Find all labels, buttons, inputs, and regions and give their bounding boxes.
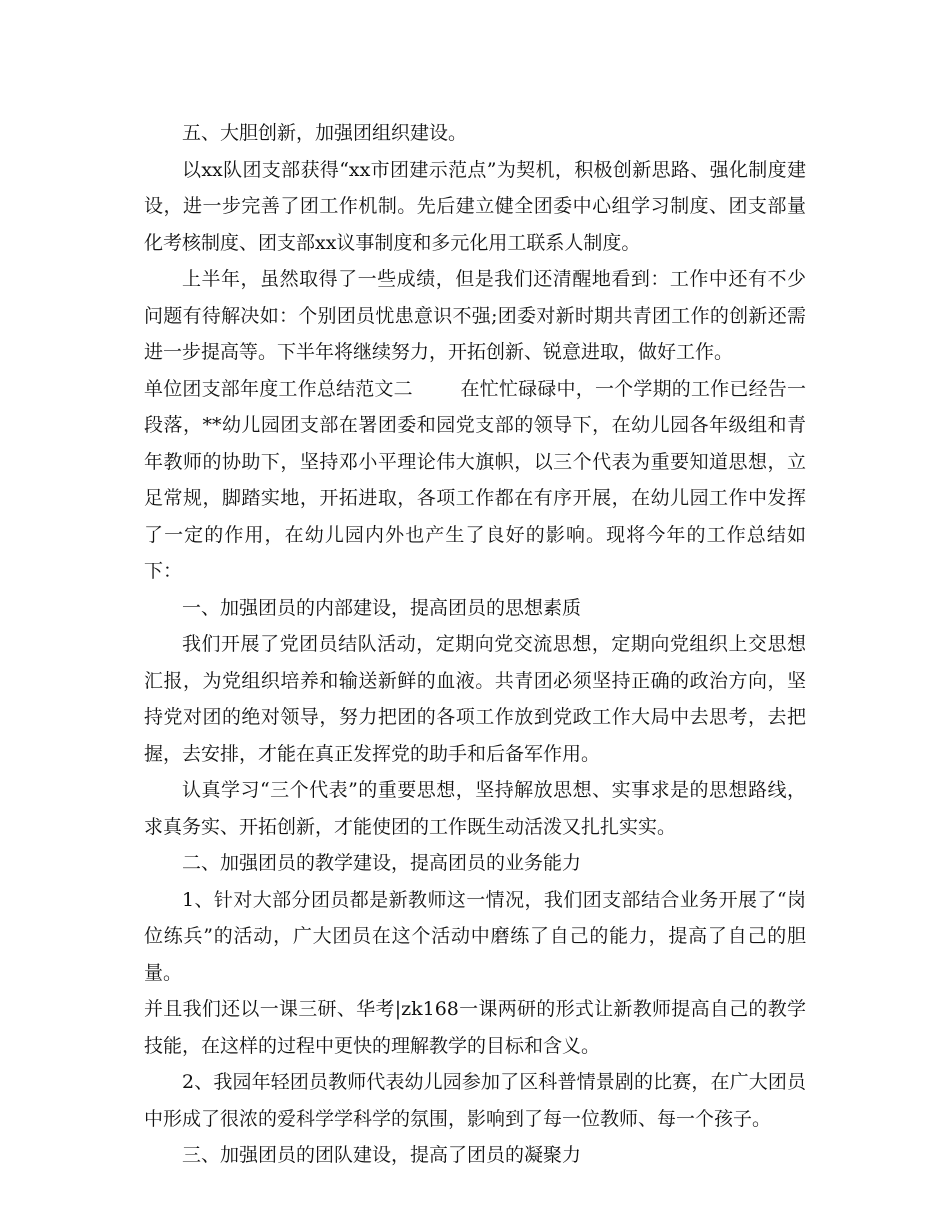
paragraph-text: 在忙忙碌碌中，一个学期的工作已经告一段落，**幼儿园团支部在署团委和园党支部的领导下，在幼儿园各年级组和青年教师的协助下，坚持邓小平理论伟大旗帜，以三个代表为重要知道思想，立足常规，脚踏实地，开拓进取，各项工作都在有序开展，在幼儿园工作中发挥了一定的作用，在幼儿园内外也产生了良好的影响。现将今年的工作总结如下： bbox=[144, 377, 806, 582]
document-body bbox=[144, 115, 806, 1174]
section-heading-5: 五、大胆创新，加强团组织建设。 bbox=[182, 122, 468, 144]
paragraph-with-title bbox=[144, 371, 806, 590]
section-heading-1: 一、加强团员的内部建设，提高团员的思想素质 bbox=[182, 596, 582, 619]
paragraph: 2、我园年轻团员教师代表幼儿园参加了区科普情景剧的比赛，在广大团员中形成了很浓的爱科学学科学的氛围，影响到了每一位教师、每一个孩子。 bbox=[144, 1071, 806, 1130]
paragraph: 上半年，虽然取得了一些成绩，但是我们还清醒地看到：工作中还有不少问题有待解决如：个别团员忧患意识不强;团委对新时期共青团工作的创新还需进一步提高等。下半年将继续努力，开拓创新、锐意进取，做好工作。 bbox=[144, 268, 806, 363]
section-heading-3: 三、加强团员的团队建设，提高了团员的凝聚力 bbox=[182, 1144, 582, 1166]
section-heading-2: 二、加强团员的教学建设，提高团员的业务能力 bbox=[182, 852, 582, 874]
paragraph: 并且我们还以一课三研、华考|zk168一课两研的形式让新教师提高自己的教学技能，在这样的过程中更快的理解教学的目标和含义。 bbox=[144, 998, 806, 1057]
paragraph: 以xx队团支部获得“xx市团建示范点”为契机，积极创新思路、强化制度建设，进一步完善了团工作机制。先后建立健全团委中心组学习制度、团支部量化考核制度、团支部xx议事制度和多元化用工联系人制度。 bbox=[144, 158, 806, 254]
document-title: 单位团支部年度工作总结范文二 bbox=[144, 377, 413, 400]
paragraph: 认真学习“三个代表”的重要思想，坚持解放思想、实事求是的思想路线，求真务实、开拓创新，才能使团的工作既生动活泼又扎扎实实。 bbox=[144, 779, 806, 838]
paragraph: 1、针对大部分团员都是新教师这一情况，我们团支部结合业务开展了“岗位练兵”的活动，广大团员在这个活动中磨练了自己的能力，提高了自己的胆量。 bbox=[144, 888, 806, 984]
paragraph: 我们开展了党团员结队活动，定期向党交流思想，定期向党组织上交思想汇报，为党组织培养和输送新鲜的血液。共青团必须坚持正确的政治方向，坚持党对团的绝对领导，努力把团的各项工作放到党政工作大局中去思考，去把握，去安排，才能在真正发挥党的助手和后备军作用。 bbox=[144, 633, 806, 765]
